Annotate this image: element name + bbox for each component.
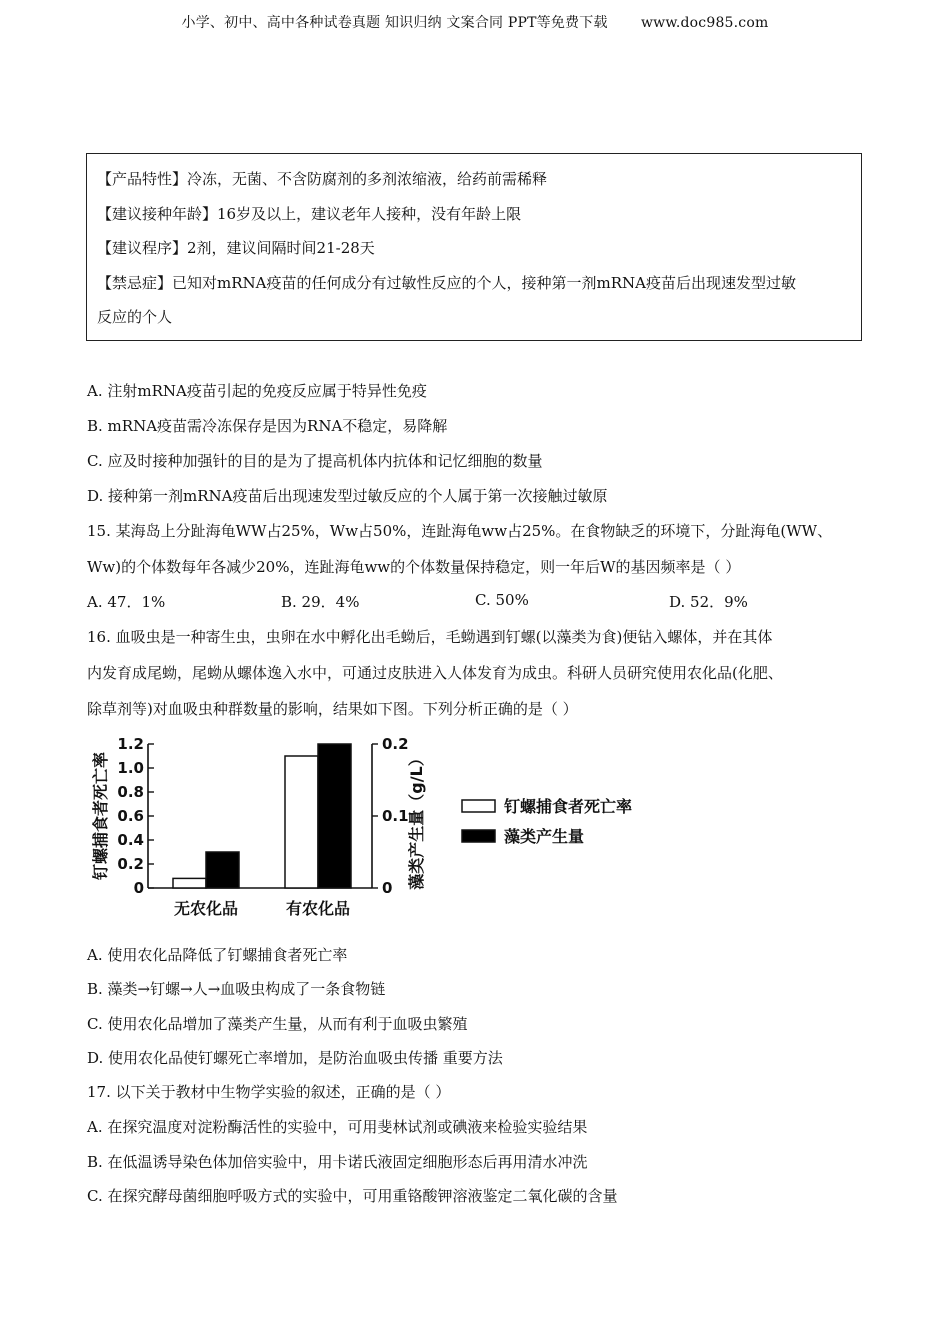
header-site-text: 小学、初中、高中各种试卷真题 知识归纳 文案合同 PPT等免费下载 [181,15,608,31]
q14-option-b: B. mRNA疫苗需冷冻保存是因为RNA不稳定，易降解 [87,417,448,435]
left-tick-label: 0.2 [117,855,144,873]
chart-bars [173,744,351,888]
left-tick-label: 1.2 [117,735,144,753]
legend-swatch [462,830,495,842]
q16-stem-line3: 除草剂等)对血吸虫种群数量的影响，结果如下图。下列分析正确的是（ ） [87,700,578,718]
left-tick-label: 0.6 [117,807,144,825]
q16-bar-chart [90,726,670,922]
box-line-contraindication-cont: 反应的个人 [97,308,173,326]
q16-stem-line2: 内发育成尾蚴，尾蚴从螺体逸入水中，可通过皮肤进入人体发育为成虫。科研人员研究使用农化品(化肥、 [87,664,783,682]
q17-option-a: A. 在探究温度对淀粉酶活性的实验中，可用斐林试剂或碘液来检验实验结果 [87,1118,588,1136]
left-tick-label: 0.4 [117,831,144,849]
q17-stem: 17. 以下关于教材中生物学实验的叙述，正确的是（ ） [87,1083,451,1101]
q14-option-a: A. 注射mRNA疫苗引起的免疫反应属于特异性免疫 [87,382,427,400]
vaccine-info-box [86,153,862,341]
q17-option-c: C. 在探究酵母菌细胞呼吸方式的实验中，可用重铬酸钾溶液鉴定二氧化碳的含量 [87,1187,618,1205]
left-tick-label: 0 [133,879,144,897]
q16-option-d: D. 使用农化品使钉螺死亡率增加，是防治血吸虫传播 重要方法 [87,1049,503,1067]
box-line-procedure: 【建议程序】2剂，建议间隔时间21-28天 [97,239,375,257]
bar-predator-mortality [285,756,318,888]
box-line-age: 【建议接种年龄】16岁及以上，建议老年人接种，没有年龄上限 [97,204,522,223]
legend-label: 钉螺捕食者死亡率 [504,797,633,816]
q14-option-c: C. 应及时接种加强针的目的是为了提高机体内抗体和记忆细胞的数量 [87,452,543,470]
q17-option-b: B. 在低温诱导染色体加倍实验中，用卡诺氏液固定细胞形态后再用清水冲洗 [87,1153,588,1171]
left-tick-label: 0.8 [117,783,144,801]
chart-ticks [117,735,408,897]
right-tick-label: 0.2 [382,735,409,753]
header-url: www.doc985.com [640,15,769,31]
right-tick-label: 0 [382,879,393,897]
left-tick-label: 1.0 [117,759,144,777]
box-line-feature: 【产品特性】冷冻，无菌、不含防腐剂的多剂浓缩液，给药前需稀释 [97,170,548,188]
x-category-label: 无农化品 [173,899,239,918]
bar-algae-yield [206,852,239,888]
right-tick-label: 0.1 [382,807,409,825]
page-header [0,12,950,32]
q15-option-c: C. 50% [475,591,529,609]
legend-label: 藻类产生量 [504,827,585,846]
left-y-axis-label: 钉螺捕食者死亡率 [91,751,110,881]
q15-stem-line1: 15. 某海岛上分趾海龟WW占25%，Ww占50%，连趾海龟ww占25%。在食物缺乏的环境下，分趾海龟(WW、 [87,522,833,540]
q15-stem-line2: Ww)的个体数每年各减少20%，连趾海龟ww的个体数量保持稳定，则一年后W的基因频率是（ ） [87,558,741,576]
q14-option-d: D. 接种第一剂mRNA疫苗后出现速发型过敏反应的个人属于第一次接触过敏原 [87,487,608,505]
bar-predator-mortality [173,878,206,888]
q15-option-b: B. 29．4% [281,593,360,611]
right-y-axis-label: 藻类产生量（g/L） [407,750,426,890]
legend-swatch [462,800,495,812]
q15-option-a: A. 47．1% [87,593,166,611]
box-line-contraindication: 【禁忌症】已知对mRNA疫苗的任何成分有过敏性反应的个人，接种第一剂mRNA疫苗后出现速发型过敏 [97,273,796,292]
chart-legend [462,797,632,846]
bar-algae-yield [318,744,351,888]
q16-stem-line1: 16. 血吸虫是一种寄生虫，虫卵在水中孵化出毛蚴后，毛蚴遇到钉螺(以藻类为食)便钻入螺体，并在其体 [87,628,773,646]
x-category-label: 有农化品 [285,899,351,918]
q16-option-b: B. 藻类→钉螺→人→血吸虫构成了一条食物链 [87,980,386,998]
q15-option-d: D. 52．9% [669,593,748,611]
q16-option-a: A. 使用农化品降低了钉螺捕食者死亡率 [87,946,348,964]
q16-option-c: C. 使用农化品增加了藻类产生量，从而有利于血吸虫繁殖 [87,1015,468,1033]
